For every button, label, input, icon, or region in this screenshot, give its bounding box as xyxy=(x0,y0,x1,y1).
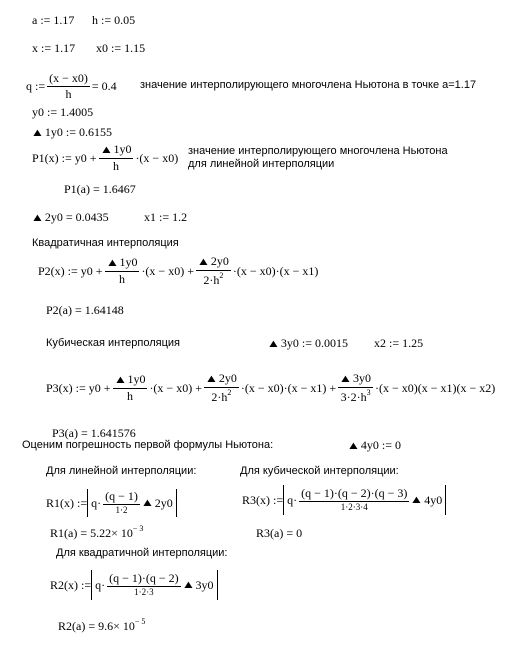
quad-err-title: Для квадратичной интерполяции: xyxy=(56,547,228,559)
def-x: x := 1.17 xyxy=(32,41,76,55)
r1-definition: R1(x) := q· $\frac{(q - 1)}{1\cdot 2}$ ▲ 2y0 xyxy=(46,489,177,517)
x1-def: x1 := 1.2 xyxy=(144,210,188,224)
r3-value: R3(a) = 0 xyxy=(256,526,303,540)
p2-value: P2(a) = 1.64148 xyxy=(46,303,124,317)
abs-value-bars: q· $\frac{(q - 1)\cdot(q - 2)\cdot(q - 3)}{1\cdot 2\cdot 3\cdot 4}$ ▲ 4y0 xyxy=(283,485,446,515)
delta-icon: ▲ xyxy=(105,257,119,269)
cubic-title: Кубическая интерполяция xyxy=(46,337,180,349)
d4y0-def: ▲4y0 := 0 xyxy=(346,438,401,452)
delta-icon: ▲ xyxy=(99,144,113,156)
p1-note-2: для линейной интерполяции xyxy=(188,158,335,170)
delta-icon: ▲ xyxy=(204,373,219,385)
delta-icon: ▲ xyxy=(140,496,155,509)
delta-icon: ▲ xyxy=(338,373,353,385)
p3-definition: P3(x) := y0 + $\frac{▲1y0}{h}$ ·(x − x0) + $\frac{▲2y0}{2\cdot h^2}$ ·(x − x0)·(x − x1) + $\frac{▲3y0}{3\cdot 2\cdot h^3}$ ·(x − x0)(x − x1)(x − x2) xyxy=(46,371,496,404)
q-definition: q := $\frac{(x - x0)}{h}$ = 0.4 xyxy=(26,71,117,101)
d3y0-def: ▲3y0 := 0.0015 xyxy=(266,336,348,350)
abs-value-bars: q· $\frac{(q - 1)\cdot(q - 2)}{1\cdot 2\cdot 3}$ ▲ 3y0 xyxy=(91,570,217,600)
delta-icon: ▲ xyxy=(410,493,424,506)
delta-icon: ▲ xyxy=(113,374,127,386)
r1-value: $R1(a) = 5.22\times 10^{- 3}$ xyxy=(50,524,144,540)
q-note: значение интерполирующего многочлена Ньютона в точке a=1.17 xyxy=(140,79,477,91)
p3-value: P3(a) = 1.641576 xyxy=(52,426,136,440)
error-title: Оценим погрешность первой формулы Ньютона: xyxy=(22,439,274,451)
p1-definition: P1(x) := y0 + $\frac{▲1y0}{h}$ ·(x − x0) xyxy=(32,142,179,173)
delta-icon: ▲ xyxy=(196,256,211,268)
cub-err-title: Для кубической интерполяции: xyxy=(240,465,399,477)
def-h: h := 0.05 xyxy=(92,13,136,27)
def-a: a := 1.17 xyxy=(32,13,75,27)
y0-def: y0 := 1.4005 xyxy=(32,105,94,119)
delta-icon: ▲ xyxy=(266,338,281,350)
q-fraction: $\frac{(x - x0)}{h}$ xyxy=(49,71,88,101)
r3-definition: R3(x) := q· $\frac{(q - 1)\cdot(q - 2)\cdot(q - 3)}{1\cdot 2\cdot 3\cdot 4}$ ▲ 4y0 xyxy=(242,485,446,515)
delta-icon: ▲ xyxy=(30,127,45,139)
x2-def: x2 := 1.25 xyxy=(374,336,424,350)
delta-icon: ▲ xyxy=(346,440,361,452)
r2-definition: R2(x) := q· $\frac{(q - 1)\cdot(q - 2)}{1\cdot 2\cdot 3}$ ▲ 3y0 xyxy=(50,570,218,600)
delta-icon: ▲ xyxy=(181,578,195,591)
def-x0: x0 := 1.15 xyxy=(96,41,146,55)
r2-value: $R2(a) = 9.6\times 10^{- 5}$ xyxy=(58,617,146,633)
d2y0-def: ▲2y0 = 0.0435 xyxy=(30,210,109,224)
p2-definition: P2(x) := y0 + $\frac{▲1y0}{h}$ ·(x − x0) + $\frac{▲2y0}{2\cdot h^2}$ ·(x − x0)·(x − x1) xyxy=(38,254,319,287)
p1-note-1: значение интерполирующего многочлена Ньютона xyxy=(188,145,448,157)
d1y0-def: ▲1y0 := 0.6155 xyxy=(30,125,112,139)
p1-value: P1(a) = 1.6467 xyxy=(64,182,136,196)
abs-value-bars: q· $\frac{(q - 1)}{1\cdot 2}$ ▲ 2y0 xyxy=(87,489,177,517)
lin-err-title: Для линейной интерполяции: xyxy=(46,465,197,477)
delta-icon: ▲ xyxy=(30,212,45,224)
quad-title: Квадратичная интерполяция xyxy=(32,237,179,249)
